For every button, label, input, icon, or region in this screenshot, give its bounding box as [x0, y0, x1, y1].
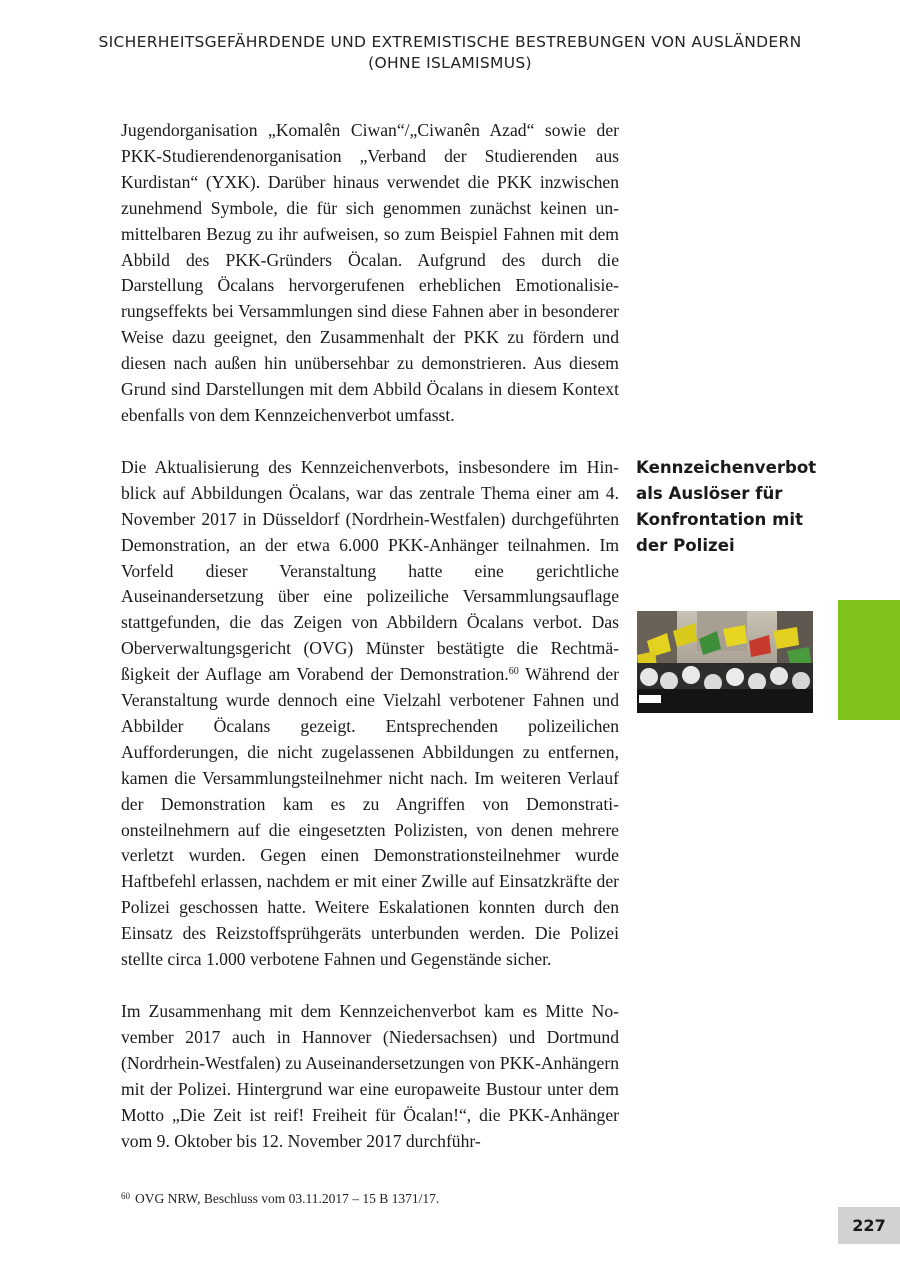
margin-note-line-2: als Auslöser für — [636, 483, 783, 503]
demonstration-photo-image — [637, 611, 813, 713]
page-number: 227 — [838, 1207, 900, 1244]
margin-note-line-3: Konfrontation mit — [636, 509, 804, 529]
paragraph-2-part-b: Während der Veranstaltung wurde dennoch eine Vielzahl verbotener Fahnen und Abbilder Öcalans gezeigt. Entsprechenden polizeilichen Aufforderungen, die nicht zugelassenen Abbildungen zu entfernen, kamen die Versammlungsteilnehmer nicht nach. Im weiteren Verlauf der Demonstration kam es zu Angriffen von Demonstrationsteilnehmern auf die eingesetzten Polizisten, von denen mehrere verletzt wurden. Gegen einen Demonstrationsteilnehmer wurde Haftbefehl erlassen, nachdem er mit einer Zwille auf Einsatzkräfte der Polizei geschossen hatte. Weitere Eskalationen konnten durch den Einsatz des Reizstoffsprühgeräts unterbunden werden. Die Polizei stellte circa 1.000 verbotene Fahnen und Gegenstände sicher. — [121, 664, 619, 970]
chapter-color-tab — [838, 600, 900, 720]
paragraph-1: Jugendorganisation „Komalên Ciwan“/„Ciwanên Azad“ sowie der PKK-Studierendenorganisation „Verband der Studierenden aus Kurdistan“ (YXK). Darüber hinaus verwendet die PKK inzwischen zunehmend Symbole, die für sich genommen zunächst keinen unmittelbaren Bezug zu ihr aufweisen, so zum Beispiel Fahnen mit dem Abbild des PKK-Gründers Öcalan. Aufgrund des durch die Darstellung Öcalans hervorgerufenen erheblichen Emotionalisierungseffekts bei Versammlungen sind diese Fahnen aber in besonderer Weise dazu geeignet, den Zusammenhalt der PKK zu fördern und diesen nach außen hin unübersehbar zu demonstrieren. Aus diesem Grund sind Darstellungen mit dem Abbild Öcalans in diesem Kontext ebenfalls von dem Kennzeichenverbot umfasst. — [121, 120, 619, 425]
footnote-number: 60 — [121, 1191, 130, 1201]
footnote-reference[interactable]: 60 — [508, 666, 519, 678]
footnote-text: OVG NRW, Beschluss vom 03.11.2017 – 15 B 1371/17. — [135, 1191, 440, 1206]
margin-note-line-1: Kennzeichenverbot — [636, 458, 817, 477]
footnote — [121, 1187, 439, 1208]
paragraph-2-part-a: Die Aktualisierung des Kennzeichenverbots, insbesondere im Hinblick auf Abbildungen Öcalans, war das zentrale Thema einer am 4. November 2017 in Düsseldorf (Nordrhein-Westfalen) durchgeführten Demonstration, an der etwa 6.000 PKK-Anhänger teilnahmen. Im Vorfeld dieser Veranstaltung hatte eine gerichtliche Auseinandersetzung über eine polizeiliche Versammlungsauflage stattgefunden, die das Zeigen von Abbildern Öcalans verbot. Das Oberverwaltungsgericht (OVG) Münster bestätigte die Rechtmäßigkeit der Auflage am Vorabend der Demonstration. — [121, 456, 619, 685]
paragraph-2 — [121, 455, 619, 973]
running-head-line-2: (OHNE ISLAMISMUS) — [368, 54, 532, 72]
demonstration-photo — [637, 611, 813, 713]
margin-note-line-4: der Polizei — [636, 535, 735, 555]
running-head — [80, 32, 820, 74]
paragraph-3: Im Zusammenhang mit dem Kennzeichenverbot kam es Mitte November 2017 auch in Hannover (Niedersachsen) und Dortmund (Nordrhein-Westfalen) zu Auseinandersetzungen von PKK-Anhängern mit der Polizei. Hintergrund war eine europaweite Bustour unter dem Motto „Die Zeit ist reif! Freiheit für Öcalan!“, die PKK-Anhänger vom 9. Oktober bis 12. November 2017 durchführ- — [121, 1001, 619, 1151]
running-head-line-1: SICHERHEITSGEFÄHRDENDE UND EXTREMISTISCHE BESTREBUNGEN VON AUSLÄNDERN — [98, 33, 802, 51]
body-text-column — [121, 118, 619, 1180]
margin-note — [636, 455, 817, 559]
